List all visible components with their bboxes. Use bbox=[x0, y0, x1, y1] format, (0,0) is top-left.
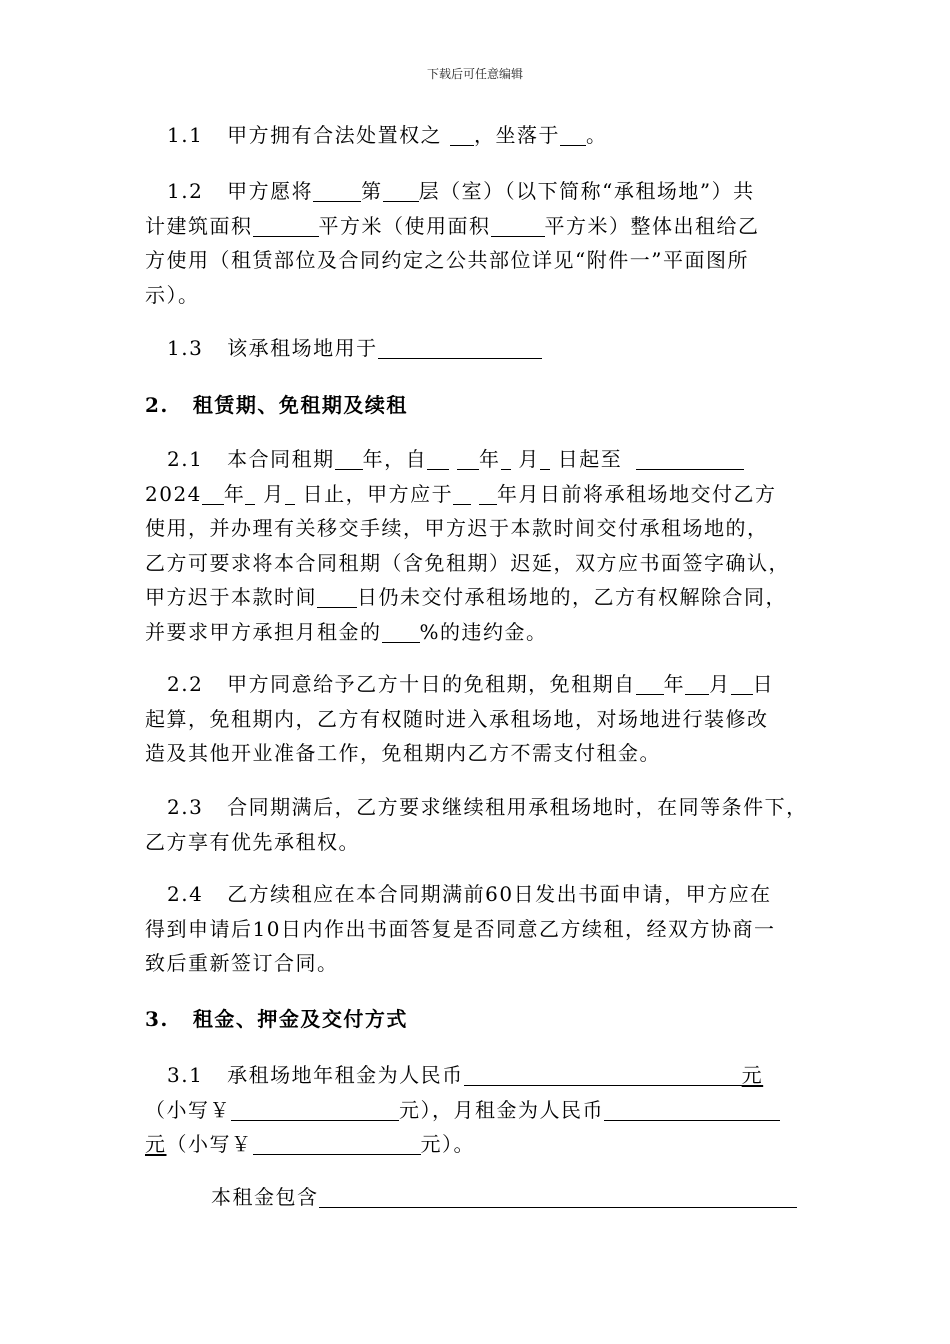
clause-text: 承租场地年租金为人民币 bbox=[227, 1063, 464, 1087]
blank-line bbox=[450, 123, 474, 146]
clause-text: 。 bbox=[586, 123, 608, 147]
clause-3-1 bbox=[145, 1058, 813, 1162]
blank-line bbox=[540, 447, 550, 470]
blank-line bbox=[453, 482, 471, 505]
blank-line bbox=[636, 447, 744, 470]
blank-line bbox=[685, 672, 709, 695]
clause-number: 1.2 bbox=[167, 179, 204, 203]
clause-text: 月 bbox=[518, 447, 540, 471]
section-title: 租赁期、免租期及续租 bbox=[192, 393, 408, 417]
clause-text: （小写￥ bbox=[145, 1097, 231, 1122]
clause-text: 日起至 bbox=[557, 447, 623, 471]
clause-text: 元 bbox=[145, 1132, 167, 1156]
rent-includes bbox=[145, 1180, 813, 1215]
clause-number: 2.2 bbox=[167, 672, 204, 696]
section-heading-3 bbox=[145, 1002, 813, 1037]
clause-text: 元 bbox=[741, 1063, 764, 1087]
blank-line bbox=[731, 672, 753, 695]
blank-line bbox=[285, 482, 295, 505]
clause-text: 甲方拥有合法处置权之 bbox=[227, 123, 451, 147]
blank-line bbox=[501, 447, 511, 470]
clause-2-4 bbox=[145, 877, 813, 981]
blank-line bbox=[202, 482, 224, 505]
clause-text: 日止，甲方应于 bbox=[302, 481, 454, 506]
clause-text: 甲方迟于本款时间 bbox=[145, 585, 317, 609]
clause-text: 使用，并办理有关移交手续，甲方迟于本款时间交付承租场地的， bbox=[145, 516, 769, 540]
blank-line bbox=[382, 620, 420, 643]
blank-line bbox=[636, 672, 664, 695]
clause-number: 2.3 bbox=[167, 795, 204, 819]
blank-line bbox=[245, 482, 255, 505]
clause-text: 合同期满后，乙方要求继续租用承租场地时，在同等条件下， bbox=[227, 795, 808, 819]
clause-text: 日 bbox=[752, 672, 775, 696]
clause-text: 甲方同意给予乙方十日的免租期，免租期自 bbox=[227, 672, 636, 696]
blank-line bbox=[319, 1185, 797, 1208]
clause-text: 并要求甲方承担月租金的 bbox=[145, 619, 382, 644]
clause-number: 2.1 bbox=[167, 447, 204, 471]
blank-line bbox=[383, 179, 419, 202]
blank-line bbox=[231, 1098, 399, 1121]
page-header: 下载后可任意编辑 bbox=[426, 67, 523, 81]
blank-line bbox=[457, 447, 479, 470]
clause-text: 元）。 bbox=[420, 1132, 475, 1156]
section-number: 2. bbox=[145, 393, 169, 417]
clause-2-3 bbox=[145, 790, 813, 859]
clause-text: 乙方享有优先承租权。 bbox=[145, 829, 360, 854]
clause-text: 起算，免租期内，乙方有权随时进入承租场地，对场地进行装修改 bbox=[145, 706, 769, 731]
blank-line bbox=[604, 1098, 780, 1121]
clause-text: 示）。 bbox=[145, 282, 200, 307]
clause-number: 1.1 bbox=[167, 123, 204, 147]
clause-text: ，坐落于 bbox=[474, 123, 561, 147]
blank-line bbox=[464, 1063, 742, 1086]
clause-number: 1.3 bbox=[167, 336, 204, 360]
blank-line bbox=[427, 447, 449, 470]
clause-text: 日仍未交付承租场地的，乙方有权解除合同， bbox=[357, 585, 787, 609]
clause-1-1 bbox=[145, 118, 813, 153]
clause-text: %的违约金。 bbox=[419, 619, 548, 644]
clause-text: 年 bbox=[479, 447, 501, 471]
blank-line bbox=[313, 179, 361, 202]
clause-text: 方使用（租赁部位及合同约定之公共部位详见“附件一”平面图所 bbox=[145, 248, 749, 272]
blank-line bbox=[560, 123, 586, 146]
blank-line bbox=[491, 214, 545, 237]
clause-text: 计建筑面积 bbox=[145, 213, 253, 238]
clause-text: 层（室）（以下简称“承租场地”）共 bbox=[418, 179, 755, 203]
clause-text: 年，自 bbox=[362, 447, 428, 471]
section-number: 3. bbox=[145, 1007, 169, 1031]
blank-line bbox=[378, 336, 542, 359]
clause-number: 3.1 bbox=[167, 1063, 204, 1087]
clause-1-2 bbox=[145, 174, 813, 312]
clause-text: 本合同租期 bbox=[227, 447, 335, 471]
clause-text: 元），月租金为人民币 bbox=[399, 1097, 604, 1122]
clause-text: 乙方续租应在本合同期满前60日发出书面申请，甲方应在 bbox=[227, 882, 772, 906]
clause-1-3 bbox=[145, 331, 813, 366]
clause-text: 月 bbox=[709, 672, 731, 696]
clause-text: 本租金包含 bbox=[211, 1185, 319, 1209]
clause-text: 年 bbox=[223, 481, 246, 506]
blank-line bbox=[253, 1132, 421, 1155]
clause-text: 得到申请后10日内作出书面答复是否同意乙方续租，经双方协商一 bbox=[145, 916, 776, 941]
clause-text: 造及其他开业准备工作，免租期内乙方不需支付租金。 bbox=[145, 741, 661, 765]
blank-line bbox=[253, 214, 319, 237]
clause-text: 2024 bbox=[145, 481, 202, 506]
clause-text: （小写￥ bbox=[166, 1132, 253, 1156]
clause-2-2 bbox=[145, 667, 813, 771]
clause-2-1 bbox=[145, 442, 813, 649]
clause-text: 平方米）整体出租给乙 bbox=[544, 213, 760, 238]
clause-text: 月 bbox=[263, 481, 285, 506]
blank-line bbox=[317, 585, 357, 608]
section-heading-2 bbox=[145, 388, 813, 423]
clause-number: 2.4 bbox=[167, 882, 204, 906]
clause-text: 致后重新签订合同。 bbox=[145, 951, 339, 975]
clause-text: 年月日前将承租场地交付乙方 bbox=[496, 481, 777, 506]
clause-text: 该承租场地用于 bbox=[227, 336, 378, 360]
clause-text: 平方米（使用面积 bbox=[318, 213, 491, 238]
blank-line bbox=[479, 482, 497, 505]
clause-text: 甲方愿将 bbox=[227, 179, 314, 203]
section-title: 租金、押金及交付方式 bbox=[192, 1007, 408, 1031]
clause-text: 乙方可要求将本合同租期（含免租期）迟延，双方应书面签字确认， bbox=[145, 550, 790, 575]
clause-text: 年 bbox=[663, 672, 686, 696]
blank-line bbox=[335, 447, 363, 470]
clause-text: 第 bbox=[361, 179, 383, 203]
